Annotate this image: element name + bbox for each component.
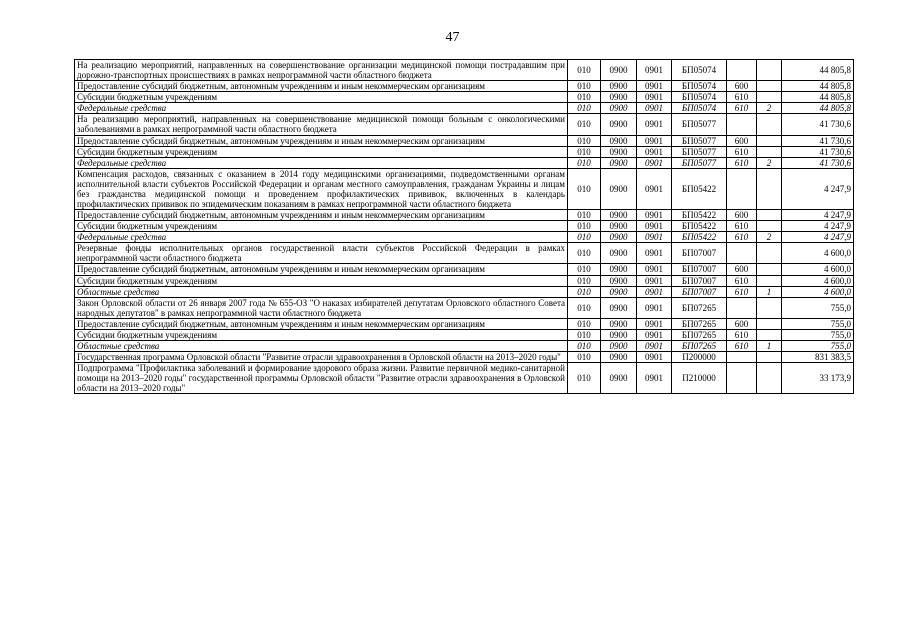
row-grbs-code: 010 (568, 363, 601, 394)
row-target-article: БП05077 (672, 157, 727, 168)
row-funding-source (757, 168, 782, 209)
row-expense-type (727, 114, 757, 135)
row-expense-type: 610 (727, 146, 757, 157)
row-expense-type (727, 243, 757, 264)
row-name: Федеральные средства (75, 157, 568, 168)
row-funding-source: 1 (757, 341, 782, 352)
row-section-code: 0900 (601, 297, 637, 318)
page-number: 47 (445, 30, 460, 45)
row-target-article: БП05077 (672, 135, 727, 146)
row-name: Областные средства (75, 286, 568, 297)
row-section-code: 0900 (601, 135, 637, 146)
row-section-code: 0900 (601, 103, 637, 114)
table-body (75, 60, 854, 394)
row-name: Резервные фонды исполнительных органов государственной власти субъектов Российской Федерации в рамках непрограммной части областного бюджета (75, 243, 568, 264)
row-subsection-code: 0901 (637, 318, 672, 329)
row-subsection-code: 0901 (637, 297, 672, 318)
row-expense-type: 600 (727, 135, 757, 146)
row-amount: 755,0 (782, 341, 854, 352)
row-section-code: 0900 (601, 81, 637, 92)
row-amount: 4 600,0 (782, 264, 854, 275)
row-amount: 44 805,8 (782, 92, 854, 103)
row-section-code: 0900 (601, 168, 637, 209)
row-funding-source (757, 60, 782, 81)
row-amount: 4 247,9 (782, 232, 854, 243)
row-target-article: БП07007 (672, 286, 727, 297)
table-row (75, 135, 854, 146)
row-amount: 4 600,0 (782, 286, 854, 297)
row-section-code: 0900 (601, 363, 637, 394)
row-expense-type (727, 168, 757, 209)
row-funding-source (757, 363, 782, 394)
table-row (75, 92, 854, 103)
table-row (75, 60, 854, 81)
row-subsection-code: 0901 (637, 157, 672, 168)
row-funding-source: 2 (757, 232, 782, 243)
row-expense-type (727, 352, 757, 363)
row-funding-source (757, 297, 782, 318)
row-grbs-code: 010 (568, 264, 601, 275)
row-name: Предоставление субсидий бюджетным, автономным учреждениям и иным некоммерческим организациям (75, 135, 568, 146)
row-grbs-code: 010 (568, 92, 601, 103)
row-funding-source (757, 92, 782, 103)
table-row (75, 146, 854, 157)
row-subsection-code: 0901 (637, 275, 672, 286)
row-section-code: 0900 (601, 114, 637, 135)
row-amount: 44 805,8 (782, 60, 854, 81)
row-section-code: 0900 (601, 157, 637, 168)
row-funding-source (757, 146, 782, 157)
row-subsection-code: 0901 (637, 363, 672, 394)
row-target-article: БП07265 (672, 341, 727, 352)
row-funding-source (757, 329, 782, 340)
row-target-article: П200000 (672, 352, 727, 363)
row-target-article: БП05422 (672, 232, 727, 243)
row-funding-source (757, 352, 782, 363)
row-section-code: 0900 (601, 92, 637, 103)
row-grbs-code: 010 (568, 243, 601, 264)
row-grbs-code: 010 (568, 157, 601, 168)
row-section-code: 0900 (601, 243, 637, 264)
table-row (75, 286, 854, 297)
row-amount: 4 247,9 (782, 221, 854, 232)
table-row (75, 275, 854, 286)
row-subsection-code: 0901 (637, 264, 672, 275)
row-subsection-code: 0901 (637, 210, 672, 221)
row-subsection-code: 0901 (637, 232, 672, 243)
row-target-article: БП07265 (672, 297, 727, 318)
row-amount: 33 173,9 (782, 363, 854, 394)
row-subsection-code: 0901 (637, 92, 672, 103)
row-section-code: 0900 (601, 318, 637, 329)
row-grbs-code: 010 (568, 114, 601, 135)
row-section-code: 0900 (601, 210, 637, 221)
table-row (75, 297, 854, 318)
row-name: Предоставление субсидий бюджетным, автономным учреждениям и иным некоммерческим организациям (75, 264, 568, 275)
row-grbs-code: 010 (568, 232, 601, 243)
row-target-article: БП05422 (672, 168, 727, 209)
row-subsection-code: 0901 (637, 243, 672, 264)
row-expense-type (727, 60, 757, 81)
row-grbs-code: 010 (568, 135, 601, 146)
row-name: Компенсация расходов, связанных с оказанием в 2014 году медицинскими организациями, подведомственными органам исполнительной власти субъектов Российской Федерации и органам местного самоуправления, гражданам Украины и лицам без гражданства медицинской помощи и проведением профилактических прививок, включенных в календарь профилактических прививок по эпидемическим показаниям в рамках непрограммной части областного бюджета (75, 168, 568, 209)
table-row (75, 157, 854, 168)
row-expense-type: 600 (727, 81, 757, 92)
row-expense-type: 610 (727, 286, 757, 297)
row-target-article: БП07007 (672, 275, 727, 286)
row-name: Субсидии бюджетным учреждениям (75, 221, 568, 232)
table-row (75, 363, 854, 394)
row-name: Предоставление субсидий бюджетным, автономным учреждениям и иным некоммерческим организациям (75, 210, 568, 221)
table-row (75, 81, 854, 92)
row-grbs-code: 010 (568, 103, 601, 114)
row-subsection-code: 0901 (637, 221, 672, 232)
row-name: Областные средства (75, 341, 568, 352)
row-funding-source (757, 81, 782, 92)
row-funding-source (757, 264, 782, 275)
row-section-code: 0900 (601, 60, 637, 81)
row-name: Субсидии бюджетным учреждениям (75, 275, 568, 286)
row-amount: 41 730,6 (782, 114, 854, 135)
row-subsection-code: 0901 (637, 135, 672, 146)
row-grbs-code: 010 (568, 81, 601, 92)
row-funding-source (757, 275, 782, 286)
row-target-article: БП07007 (672, 243, 727, 264)
row-expense-type: 600 (727, 210, 757, 221)
row-grbs-code: 010 (568, 352, 601, 363)
row-amount: 4 247,9 (782, 210, 854, 221)
row-grbs-code: 010 (568, 221, 601, 232)
row-target-article: БП05074 (672, 92, 727, 103)
row-subsection-code: 0901 (637, 168, 672, 209)
row-amount: 831 383,5 (782, 352, 854, 363)
row-target-article: БП05074 (672, 60, 727, 81)
row-grbs-code: 010 (568, 168, 601, 209)
row-amount: 755,0 (782, 329, 854, 340)
row-name: Предоставление субсидий бюджетным, автономным учреждениям и иным некоммерческим организациям (75, 318, 568, 329)
row-subsection-code: 0901 (637, 352, 672, 363)
row-grbs-code: 010 (568, 286, 601, 297)
budget-table (74, 59, 854, 394)
row-section-code: 0900 (601, 352, 637, 363)
row-section-code: 0900 (601, 275, 637, 286)
row-grbs-code: 010 (568, 275, 601, 286)
row-name: Подпрограмма "Профилактика заболеваний и формирование здорового образа жизни. Развитие первичной медико-санитарной помощи на 2013–2020 годы" государственной программы Орловской области "Развитие отрасли здравоохранения в Орловской области на 2013–2020 годы" (75, 363, 568, 394)
row-name: На реализацию мероприятий, направленных на совершенствование организации медицинской помощи пострадавшим при дорожно-транспортных происшествиях в рамках непрограммной части областного бюджета (75, 60, 568, 81)
row-funding-source: 2 (757, 157, 782, 168)
row-amount: 4 600,0 (782, 275, 854, 286)
row-funding-source: 1 (757, 286, 782, 297)
row-target-article: БП05074 (672, 103, 727, 114)
row-section-code: 0900 (601, 341, 637, 352)
table-row (75, 243, 854, 264)
row-expense-type: 610 (727, 221, 757, 232)
row-subsection-code: 0901 (637, 60, 672, 81)
row-amount: 755,0 (782, 297, 854, 318)
row-funding-source (757, 243, 782, 264)
row-grbs-code: 010 (568, 318, 601, 329)
row-section-code: 0900 (601, 286, 637, 297)
row-funding-source (757, 210, 782, 221)
row-amount: 41 730,6 (782, 157, 854, 168)
table-row (75, 232, 854, 243)
table-row (75, 264, 854, 275)
row-target-article: П210000 (672, 363, 727, 394)
row-section-code: 0900 (601, 221, 637, 232)
row-name: Предоставление субсидий бюджетным, автономным учреждениям и иным некоммерческим организациям (75, 81, 568, 92)
row-name: Субсидии бюджетным учреждениям (75, 146, 568, 157)
row-target-article: БП07265 (672, 329, 727, 340)
row-expense-type: 600 (727, 318, 757, 329)
table-row (75, 352, 854, 363)
table-row (75, 114, 854, 135)
row-subsection-code: 0901 (637, 146, 672, 157)
row-grbs-code: 010 (568, 297, 601, 318)
row-expense-type: 610 (727, 103, 757, 114)
row-subsection-code: 0901 (637, 103, 672, 114)
table-row (75, 318, 854, 329)
row-amount: 44 805,8 (782, 81, 854, 92)
row-name: На реализацию мероприятий, направленных на совершенствование медицинской помощи больным с онкологическими заболеваниями в рамках непрограммной части областного бюджета (75, 114, 568, 135)
row-expense-type: 610 (727, 157, 757, 168)
row-amount: 4 600,0 (782, 243, 854, 264)
table-row (75, 329, 854, 340)
row-target-article: БП07265 (672, 318, 727, 329)
row-name: Федеральные средства (75, 232, 568, 243)
row-target-article: БП05077 (672, 146, 727, 157)
row-expense-type: 610 (727, 92, 757, 103)
row-grbs-code: 010 (568, 146, 601, 157)
row-name: Субсидии бюджетным учреждениям (75, 92, 568, 103)
row-name: Закон Орловской области от 26 января 2007 года № 655-ОЗ "О наказах избирателей депутатам Орловского областного Совета народных депутатов" в рамках непрограммной части областного бюджета (75, 297, 568, 318)
row-expense-type: 610 (727, 232, 757, 243)
row-section-code: 0900 (601, 329, 637, 340)
row-section-code: 0900 (601, 264, 637, 275)
row-grbs-code: 010 (568, 210, 601, 221)
row-amount: 4 247,9 (782, 168, 854, 209)
row-expense-type: 610 (727, 275, 757, 286)
row-amount: 41 730,6 (782, 135, 854, 146)
table-row (75, 168, 854, 209)
table-row (75, 103, 854, 114)
row-target-article: БП05074 (672, 81, 727, 92)
row-name: Субсидии бюджетным учреждениям (75, 329, 568, 340)
row-funding-source (757, 135, 782, 146)
row-amount: 41 730,6 (782, 146, 854, 157)
row-subsection-code: 0901 (637, 114, 672, 135)
row-subsection-code: 0901 (637, 329, 672, 340)
row-section-code: 0900 (601, 232, 637, 243)
row-expense-type (727, 363, 757, 394)
row-expense-type: 610 (727, 329, 757, 340)
row-grbs-code: 010 (568, 60, 601, 81)
table-row (75, 210, 854, 221)
row-expense-type: 610 (727, 341, 757, 352)
row-grbs-code: 010 (568, 329, 601, 340)
row-funding-source (757, 114, 782, 135)
table-row (75, 221, 854, 232)
row-expense-type: 600 (727, 264, 757, 275)
row-target-article: БП07007 (672, 264, 727, 275)
row-subsection-code: 0901 (637, 341, 672, 352)
row-funding-source: 2 (757, 103, 782, 114)
row-grbs-code: 010 (568, 341, 601, 352)
row-target-article: БП05422 (672, 210, 727, 221)
table-row (75, 341, 854, 352)
row-name: Государственная программа Орловской области "Развитие отрасли здравоохранения в Орловской области на 2013–2020 годы" (75, 352, 568, 363)
row-target-article: БП05422 (672, 221, 727, 232)
row-funding-source (757, 318, 782, 329)
row-funding-source (757, 221, 782, 232)
row-subsection-code: 0901 (637, 286, 672, 297)
row-name: Федеральные средства (75, 103, 568, 114)
row-target-article: БП05077 (672, 114, 727, 135)
row-expense-type (727, 297, 757, 318)
row-section-code: 0900 (601, 146, 637, 157)
row-subsection-code: 0901 (637, 81, 672, 92)
row-amount: 755,0 (782, 318, 854, 329)
row-amount: 44 805,8 (782, 103, 854, 114)
